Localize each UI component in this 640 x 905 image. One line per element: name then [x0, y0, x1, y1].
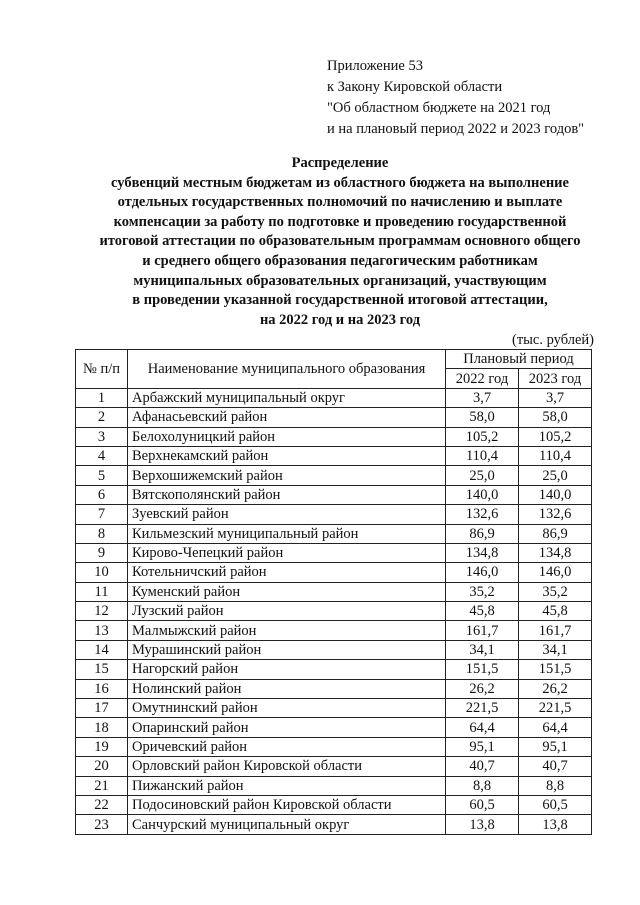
row-2023-cell: 110,4 — [519, 446, 592, 465]
table-row — [76, 815, 592, 834]
row-num-cell: 14 — [76, 640, 128, 659]
row-num-cell: 8 — [76, 524, 128, 543]
table-row — [76, 621, 592, 640]
row-2023-cell: 86,9 — [519, 524, 592, 543]
table-row — [76, 699, 592, 718]
title-line: субвенций местным бюджетам из областного бюджета на выполнение — [111, 174, 569, 191]
title-line: отдельных государственных полномочий по начислению и выплате — [117, 194, 563, 211]
title-line: Распределение — [291, 155, 389, 171]
row-2022-cell: 45,8 — [446, 602, 519, 621]
row-2022-cell: 26,2 — [446, 679, 519, 698]
title-line: итоговой аттестации по образовательным программам основного общего — [99, 233, 581, 250]
row-2022-cell: 8,8 — [446, 776, 519, 795]
row-2022-cell: 140,0 — [446, 485, 519, 504]
appendix-header — [327, 56, 584, 140]
table-row — [76, 543, 592, 562]
row-2022-cell: 161,7 — [446, 621, 519, 640]
row-num-cell: 5 — [76, 466, 128, 485]
table-row — [76, 757, 592, 776]
row-name-cell: Котельничский район — [128, 563, 446, 582]
row-2022-cell: 60,5 — [446, 795, 519, 814]
table-row — [76, 524, 592, 543]
row-2023-cell: 140,0 — [519, 485, 592, 504]
title-line: муниципальных образовательных организаций, участвующим — [133, 272, 547, 289]
table-row — [76, 776, 592, 795]
title-line: компенсации за работу по подготовке и проведению государственной — [113, 213, 567, 230]
header-name: Наименование муниципального образования — [128, 350, 446, 389]
row-2023-cell: 95,1 — [519, 737, 592, 756]
row-num-cell: 16 — [76, 679, 128, 698]
row-num-cell: 20 — [76, 757, 128, 776]
table-row — [76, 485, 592, 504]
table-row — [76, 563, 592, 582]
row-2023-cell: 35,2 — [519, 582, 592, 601]
subvention-table — [75, 349, 592, 835]
row-num-cell: 4 — [76, 446, 128, 465]
row-2022-cell: 105,2 — [446, 427, 519, 446]
appendix-number: Приложение 53 — [327, 58, 423, 74]
row-num-cell: 1 — [76, 388, 128, 407]
row-2022-cell: 134,8 — [446, 543, 519, 562]
row-name-cell: Зуевский район — [128, 505, 446, 524]
appendix-law-period: и на плановый период 2022 и 2023 годов" — [327, 121, 585, 137]
header-year-2023: 2023 год — [519, 369, 592, 388]
table-row — [76, 408, 592, 427]
row-2022-cell: 35,2 — [446, 582, 519, 601]
row-2023-cell: 64,4 — [519, 718, 592, 737]
table-row — [76, 388, 592, 407]
table-row — [76, 602, 592, 621]
appendix-law-ref: к Закону Кировской области — [327, 79, 503, 95]
table-row — [76, 427, 592, 446]
row-2023-cell: 40,7 — [519, 757, 592, 776]
row-name-cell: Омутнинский район — [128, 699, 446, 718]
row-name-cell: Орловский район Кировской области — [128, 757, 446, 776]
table-row — [76, 446, 592, 465]
row-name-cell: Куменский район — [128, 582, 446, 601]
row-2023-cell: 26,2 — [519, 679, 592, 698]
row-2023-cell: 221,5 — [519, 699, 592, 718]
header-year-2022: 2022 год — [446, 369, 519, 388]
row-num-cell: 7 — [76, 505, 128, 524]
table-row — [76, 505, 592, 524]
row-name-cell: Мурашинский район — [128, 640, 446, 659]
row-2023-cell: 58,0 — [519, 408, 592, 427]
row-2023-cell: 134,8 — [519, 543, 592, 562]
row-2022-cell: 13,8 — [446, 815, 519, 834]
row-2022-cell: 34,1 — [446, 640, 519, 659]
header-period: Плановый период — [446, 350, 592, 369]
title-line: на 2022 год и на 2023 год — [259, 311, 421, 328]
row-num-cell: 6 — [76, 485, 128, 504]
title-line: в проведении указанной государственной итоговой аттестации, — [132, 292, 548, 309]
row-name-cell: Афанасьевский район — [128, 408, 446, 427]
row-2023-cell: 105,2 — [519, 427, 592, 446]
row-name-cell: Верхнекамский район — [128, 446, 446, 465]
row-name-cell: Арбажский муниципальный округ — [128, 388, 446, 407]
row-2022-cell: 110,4 — [446, 446, 519, 465]
row-name-cell: Подосиновский район Кировской области — [128, 795, 446, 814]
row-name-cell: Нагорский район — [128, 660, 446, 679]
row-2023-cell: 8,8 — [519, 776, 592, 795]
row-name-cell: Малмыжский район — [128, 621, 446, 640]
row-num-cell: 21 — [76, 776, 128, 795]
row-name-cell: Вятскополянский район — [128, 485, 446, 504]
table-row — [76, 582, 592, 601]
row-num-cell: 10 — [76, 563, 128, 582]
row-name-cell: Лузский район — [128, 602, 446, 621]
row-2023-cell: 151,5 — [519, 660, 592, 679]
row-2023-cell: 146,0 — [519, 563, 592, 582]
row-num-cell: 11 — [76, 582, 128, 601]
row-2023-cell: 25,0 — [519, 466, 592, 485]
row-name-cell: Пижанский район — [128, 776, 446, 795]
row-2023-cell: 34,1 — [519, 640, 592, 659]
row-num-cell: 2 — [76, 408, 128, 427]
row-name-cell: Верхошижемский район — [128, 466, 446, 485]
table-row — [76, 660, 592, 679]
table-row — [76, 466, 592, 485]
table-row — [76, 718, 592, 737]
row-name-cell: Кильмезский муниципальный район — [128, 524, 446, 543]
row-2022-cell: 40,7 — [446, 757, 519, 776]
row-num-cell: 12 — [76, 602, 128, 621]
row-2023-cell: 3,7 — [519, 388, 592, 407]
units-label: (тыс. рублей) — [512, 332, 594, 348]
row-2022-cell: 221,5 — [446, 699, 519, 718]
row-2023-cell: 132,6 — [519, 505, 592, 524]
row-2023-cell: 45,8 — [519, 602, 592, 621]
row-num-cell: 3 — [76, 427, 128, 446]
row-name-cell: Нолинский район — [128, 679, 446, 698]
table-row — [76, 795, 592, 814]
row-2022-cell: 25,0 — [446, 466, 519, 485]
table-row — [76, 737, 592, 756]
row-num-cell: 22 — [76, 795, 128, 814]
row-num-cell: 9 — [76, 543, 128, 562]
row-num-cell: 23 — [76, 815, 128, 834]
row-num-cell: 15 — [76, 660, 128, 679]
row-2022-cell: 86,9 — [446, 524, 519, 543]
table-row — [76, 640, 592, 659]
row-2022-cell: 58,0 — [446, 408, 519, 427]
row-num-cell: 13 — [76, 621, 128, 640]
row-name-cell: Белохолуницкий район — [128, 427, 446, 446]
row-name-cell: Опаринский район — [128, 718, 446, 737]
row-2023-cell: 161,7 — [519, 621, 592, 640]
row-name-cell: Санчурский муниципальный округ — [128, 815, 446, 834]
table-row — [76, 679, 592, 698]
row-2023-cell: 60,5 — [519, 795, 592, 814]
row-num-cell: 17 — [76, 699, 128, 718]
row-2023-cell: 13,8 — [519, 815, 592, 834]
document-title — [60, 154, 620, 330]
row-name-cell: Кирово-Чепецкий район — [128, 543, 446, 562]
row-2022-cell: 132,6 — [446, 505, 519, 524]
table-body — [76, 388, 592, 834]
row-2022-cell: 64,4 — [446, 718, 519, 737]
header-num: № п/п — [76, 350, 128, 389]
table-header-row — [76, 350, 592, 369]
title-line: и среднего общего образования педагогическим работникам — [142, 252, 538, 269]
row-2022-cell: 95,1 — [446, 737, 519, 756]
row-2022-cell: 146,0 — [446, 563, 519, 582]
row-name-cell: Оричевский район — [128, 737, 446, 756]
appendix-law-title: "Об областном бюджете на 2021 год — [327, 100, 551, 116]
row-num-cell: 19 — [76, 737, 128, 756]
row-2022-cell: 151,5 — [446, 660, 519, 679]
row-2022-cell: 3,7 — [446, 388, 519, 407]
row-num-cell: 18 — [76, 718, 128, 737]
